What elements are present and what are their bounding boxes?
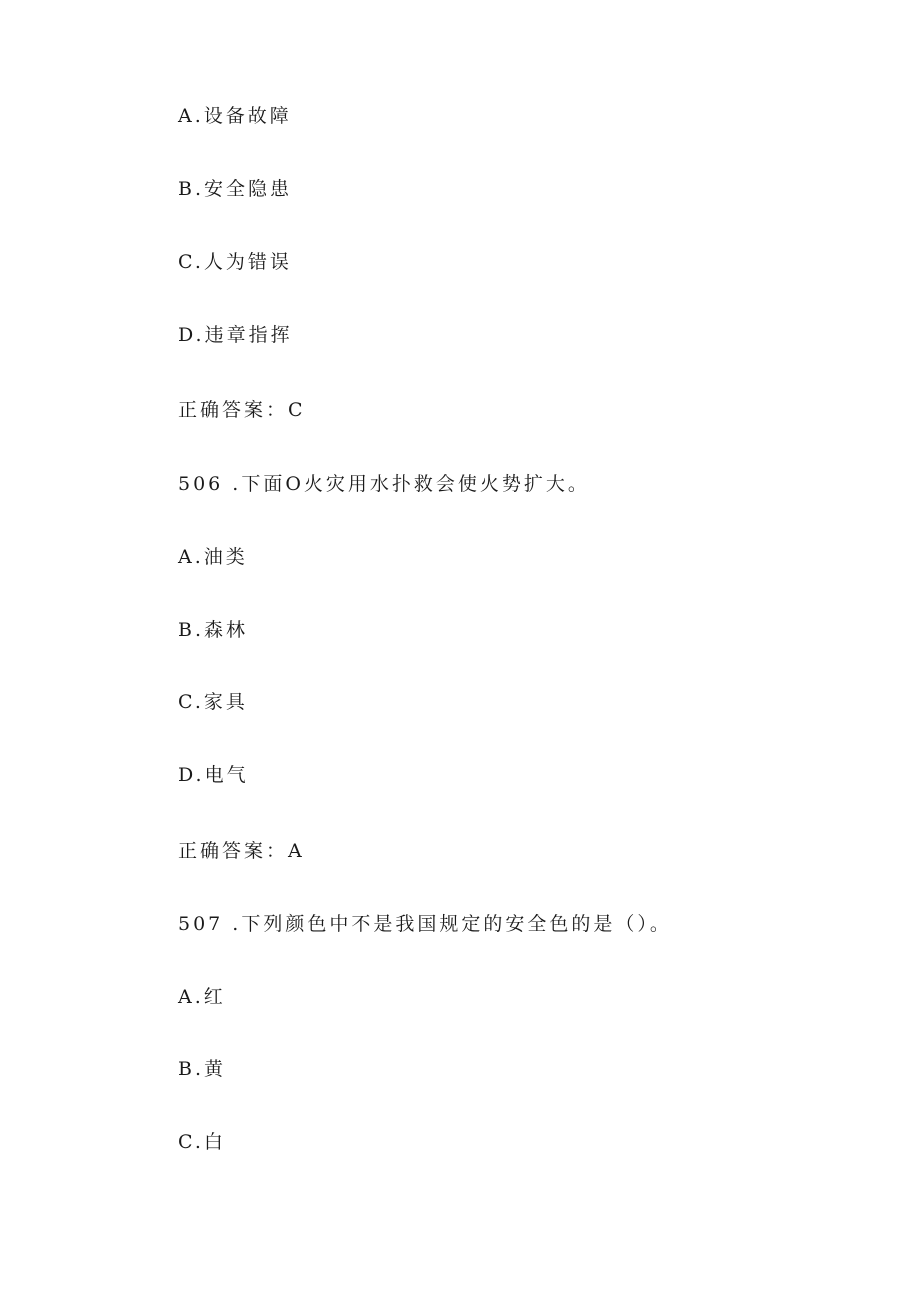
option-b-q505: B.安全隐患	[178, 178, 293, 200]
option-a-q505: A.设备故障	[178, 105, 292, 127]
question-506: 506 .下面O火灾用水扑救会使火势扩大。	[178, 473, 590, 495]
option-b-q506: B.森林	[178, 619, 249, 641]
question-507: 507 .下列颜色中不是我国规定的安全色的是（）。	[178, 913, 672, 935]
option-c-q506: C.家具	[178, 691, 248, 713]
answer-q506: 正确答案：A	[178, 840, 305, 862]
option-b-q507: B.黄	[178, 1058, 227, 1080]
option-c-q505: C.人为错误	[178, 251, 292, 273]
answer-q505: 正确答案：C	[178, 399, 306, 421]
option-c-q507: C.白	[178, 1131, 226, 1153]
option-d-q506: D.电气	[178, 764, 249, 786]
option-a-q506: A.油类	[178, 546, 248, 568]
option-d-q505: D.违章指挥	[178, 324, 293, 346]
option-a-q507: A.红	[178, 986, 226, 1008]
